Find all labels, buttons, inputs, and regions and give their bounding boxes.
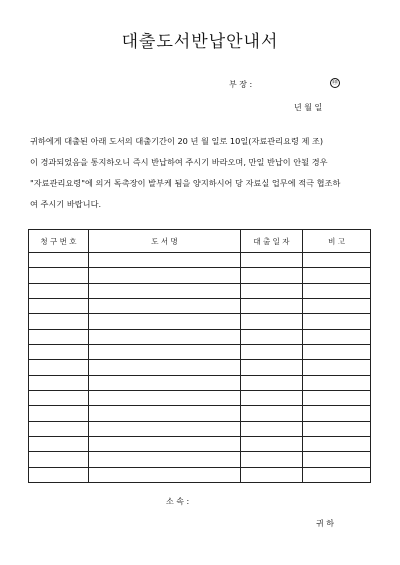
notice-line: 귀하에게 대출된 아래 도서의 대출기간이 20 년 월 일로 10일(자료관리요령 제 조) bbox=[30, 136, 324, 146]
table-row bbox=[29, 390, 371, 405]
table-cell[interactable] bbox=[89, 375, 241, 390]
table-cell[interactable] bbox=[241, 390, 303, 405]
table-row bbox=[29, 421, 371, 436]
table-cell[interactable] bbox=[241, 329, 303, 344]
table-cell[interactable] bbox=[89, 283, 241, 298]
table-row bbox=[29, 268, 371, 283]
table-row bbox=[29, 283, 371, 298]
table-cell[interactable] bbox=[29, 298, 89, 313]
table-cell[interactable] bbox=[303, 390, 371, 405]
table-row bbox=[29, 452, 371, 467]
notice-line: 여 주시기 바랍니다. bbox=[30, 199, 102, 209]
table-cell[interactable] bbox=[241, 298, 303, 313]
table-cell[interactable] bbox=[303, 283, 371, 298]
table-cell[interactable] bbox=[241, 436, 303, 451]
table-cell[interactable] bbox=[303, 298, 371, 313]
table-cell[interactable] bbox=[89, 421, 241, 436]
table-cell[interactable] bbox=[29, 314, 89, 329]
table-cell[interactable] bbox=[303, 375, 371, 390]
table-cell[interactable] bbox=[241, 344, 303, 359]
table-cell[interactable] bbox=[29, 283, 89, 298]
notice-line: 이 경과되었음을 통지하오니 즉시 반납하여 주시기 바라오며, 만일 반납이 안될 경우 bbox=[30, 157, 328, 167]
table-row bbox=[29, 298, 371, 313]
table-cell[interactable] bbox=[89, 390, 241, 405]
table-cell[interactable] bbox=[241, 467, 303, 482]
table-cell[interactable] bbox=[241, 268, 303, 283]
table-header-row bbox=[29, 230, 371, 253]
table-cell[interactable] bbox=[89, 298, 241, 313]
table-row bbox=[29, 375, 371, 390]
table-row bbox=[29, 314, 371, 329]
header-remarks: 비 고 bbox=[303, 230, 371, 253]
table-cell[interactable] bbox=[89, 253, 241, 268]
table-row bbox=[29, 329, 371, 344]
table-cell[interactable] bbox=[241, 421, 303, 436]
table-cell[interactable] bbox=[303, 253, 371, 268]
table-cell[interactable] bbox=[89, 344, 241, 359]
seal-mark: ㊞ bbox=[331, 79, 338, 86]
table-cell[interactable] bbox=[241, 253, 303, 268]
dept-head-label: 부 장 : bbox=[229, 80, 253, 89]
table-row bbox=[29, 360, 371, 375]
table-cell[interactable] bbox=[303, 314, 371, 329]
table-cell[interactable] bbox=[303, 436, 371, 451]
table-cell[interactable] bbox=[303, 360, 371, 375]
table-cell[interactable] bbox=[303, 452, 371, 467]
table-row bbox=[29, 253, 371, 268]
table-cell[interactable] bbox=[29, 452, 89, 467]
table-cell[interactable] bbox=[29, 329, 89, 344]
table-cell[interactable] bbox=[89, 467, 241, 482]
table-cell[interactable] bbox=[29, 253, 89, 268]
table-cell[interactable] bbox=[303, 329, 371, 344]
table-cell[interactable] bbox=[241, 360, 303, 375]
table-row bbox=[29, 436, 371, 451]
table-cell[interactable] bbox=[29, 467, 89, 482]
table-row bbox=[29, 406, 371, 421]
table-cell[interactable] bbox=[89, 329, 241, 344]
table-cell[interactable] bbox=[29, 375, 89, 390]
table-cell[interactable] bbox=[303, 268, 371, 283]
notice-body bbox=[30, 131, 375, 215]
table-cell[interactable] bbox=[89, 314, 241, 329]
table-cell[interactable] bbox=[89, 436, 241, 451]
table-cell[interactable] bbox=[29, 406, 89, 421]
recipient-label: 귀 하 bbox=[316, 519, 334, 528]
table-row bbox=[29, 344, 371, 359]
table-cell[interactable] bbox=[89, 452, 241, 467]
header-call-number: 청 구 번 호 bbox=[29, 230, 89, 253]
table-cell[interactable] bbox=[241, 375, 303, 390]
table-cell[interactable] bbox=[29, 436, 89, 451]
date-line: 년 월 일 bbox=[294, 103, 323, 112]
table-cell[interactable] bbox=[29, 390, 89, 405]
table-cell[interactable] bbox=[303, 344, 371, 359]
table-cell[interactable] bbox=[303, 406, 371, 421]
table-cell[interactable] bbox=[303, 421, 371, 436]
table-cell[interactable] bbox=[241, 406, 303, 421]
table-cell[interactable] bbox=[29, 421, 89, 436]
affiliation-label: 소 속 : bbox=[166, 497, 190, 506]
header-loan-date: 대 출 일 자 bbox=[241, 230, 303, 253]
table-cell[interactable] bbox=[241, 314, 303, 329]
notice-line: "자료관리요령"에 의거 독촉장이 발부케 됨을 양지하시어 당 자료실 업무에 적극 협조하 bbox=[30, 178, 341, 188]
table-cell[interactable] bbox=[89, 406, 241, 421]
table-cell[interactable] bbox=[29, 268, 89, 283]
document-title: 대출도서반납안내서 bbox=[121, 32, 279, 52]
table-cell[interactable] bbox=[241, 283, 303, 298]
table-row bbox=[29, 467, 371, 482]
book-ledger-table bbox=[28, 229, 371, 483]
table-cell[interactable] bbox=[29, 344, 89, 359]
table-cell[interactable] bbox=[89, 268, 241, 283]
table-cell[interactable] bbox=[241, 452, 303, 467]
table-cell[interactable] bbox=[89, 360, 241, 375]
header-book-title: 도 서 명 bbox=[89, 230, 241, 253]
table-cell[interactable] bbox=[303, 467, 371, 482]
table-cell[interactable] bbox=[29, 360, 89, 375]
